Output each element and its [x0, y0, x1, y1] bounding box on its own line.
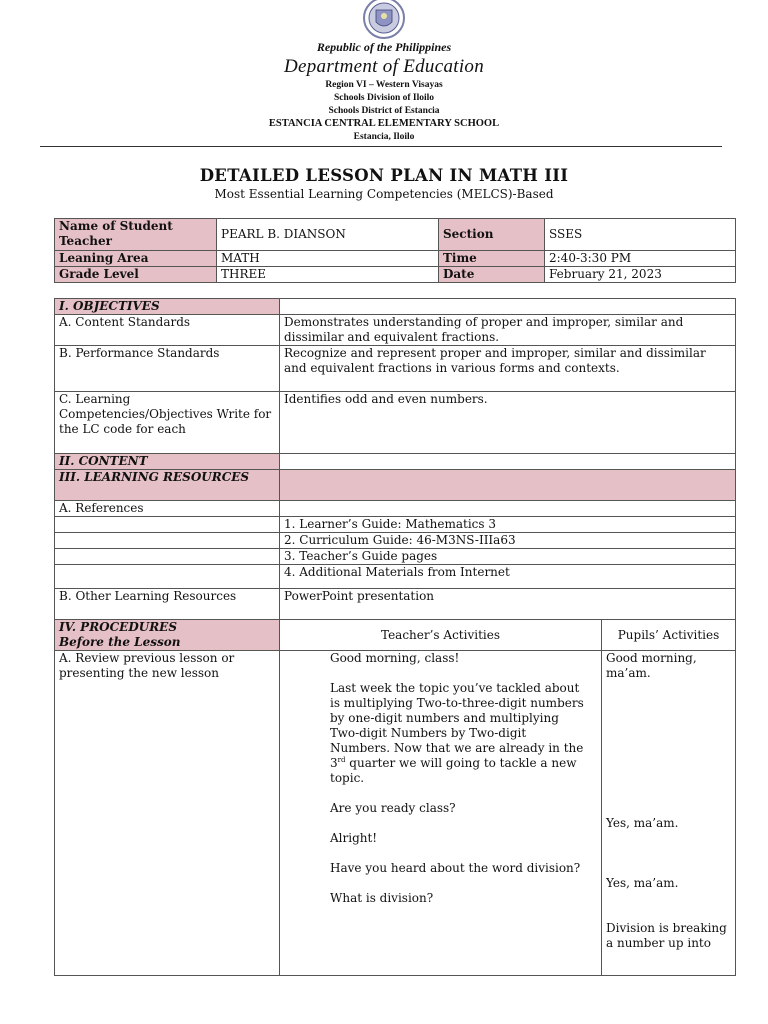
teacher-ready: Are you ready class?: [330, 801, 456, 815]
school-name: ESTANCIA CENTRAL ELEMENTARY SCHOOL: [268, 118, 500, 129]
header-divider: [40, 146, 722, 147]
teacher-activities-cell: [280, 651, 602, 976]
content-standards-text: Demonstrates understanding of proper and improper, similar and dissimilar and equivalent fractions.: [280, 315, 736, 346]
learning-resources-heading: III. LEARNING RESOURCES: [55, 470, 280, 501]
learning-competencies-label: C. Learning Competencies/Objectives Write for the LC code for each: [55, 392, 280, 454]
content-standards-label: A. Content Standards: [55, 315, 280, 346]
division-line: Schools Division of Iloilo: [333, 93, 435, 103]
pupil-activities-cell: [602, 651, 736, 976]
teacher-what: What is division?: [330, 891, 434, 905]
section-value: SSES: [545, 219, 736, 251]
teacher-activities-header: Teacher’s Activities: [280, 620, 602, 651]
date-value: February 21, 2023: [545, 267, 736, 283]
before-lesson-label: Before the Lesson: [59, 635, 181, 649]
republic-line: Republic of the Philippines: [316, 40, 452, 54]
objectives-empty: [280, 299, 736, 315]
deped-seal-icon: [358, 0, 410, 44]
teacher-recap: Last week the topic you’ve tackled about is multiplying Two-to-three-digit numbers by one-digit numbers and multiplying Two-digit Numbers by Two-digit Numbers. Now that we are already in the 3rd quarter we will going to tackle a new topic.: [330, 681, 584, 785]
procedures-heading: IV. PROCEDURES Before the Lesson: [55, 620, 280, 651]
section-label: Section: [439, 219, 545, 251]
teacher-alright: Alright!: [330, 831, 378, 845]
review-lesson-label: A. Review previous lesson or presenting the new lesson: [55, 651, 280, 976]
pupil-what: Division is breaking a number up into: [606, 921, 727, 950]
pupil-heard: Yes, ma’am.: [606, 876, 679, 890]
info-table: [54, 218, 736, 283]
page-subtitle: Most Essential Learning Competencies (MELCS)-Based: [214, 187, 554, 201]
town-line: Estancia, Iloilo: [353, 132, 415, 142]
name-value: PEARL B. DIANSON: [217, 219, 439, 251]
region-line: Region VI – Western Visayas: [325, 80, 443, 90]
content-heading: II. CONTENT: [55, 454, 280, 470]
area-value: MATH: [217, 251, 439, 267]
pupil-ready: Yes, ma’am.: [606, 816, 679, 830]
date-label: Date: [439, 267, 545, 283]
performance-standards-text: Recognize and represent proper and improper, similar and dissimilar and equivalent fractions in various forms and contexts.: [280, 346, 736, 392]
department-name: Department of Education: [283, 56, 485, 77]
pupil-greeting: Good morning, ma’am.: [606, 651, 697, 680]
objectives-heading: I. OBJECTIVES: [55, 299, 280, 315]
page-title: DETAILED LESSON PLAN IN MATH III: [199, 166, 569, 185]
grade-label: Grade Level: [55, 267, 217, 283]
reference-item: 4. Additional Materials from Internet: [280, 565, 736, 589]
reference-item: 1. Learner’s Guide: Mathematics 3: [280, 517, 736, 533]
reference-item: 2. Curriculum Guide: 46-M3NS-IIIa63: [280, 533, 736, 549]
time-label: Time: [439, 251, 545, 267]
area-label: Leaning Area: [55, 251, 217, 267]
performance-standards-label: B. Performance Standards: [55, 346, 280, 392]
grade-value: THREE: [217, 267, 439, 283]
learning-competencies-text: Identifies odd and even numbers.: [280, 392, 736, 454]
other-resources-label: B. Other Learning Resources: [55, 589, 280, 620]
other-resources-text: PowerPoint presentation: [280, 589, 736, 620]
teacher-greeting: Good morning, class!: [330, 651, 460, 665]
name-label: Name of Student Teacher: [55, 219, 217, 251]
pupil-activities-header: Pupils’ Activities: [602, 620, 736, 651]
time-value: 2:40-3:30 PM: [545, 251, 736, 267]
references-label: A. References: [55, 501, 280, 517]
reference-item: 3. Teacher’s Guide pages: [280, 549, 736, 565]
teacher-heard: Have you heard about the word division?: [330, 861, 581, 875]
lesson-plan-table: [54, 298, 736, 976]
district-line: Schools District of Estancia: [328, 106, 440, 116]
